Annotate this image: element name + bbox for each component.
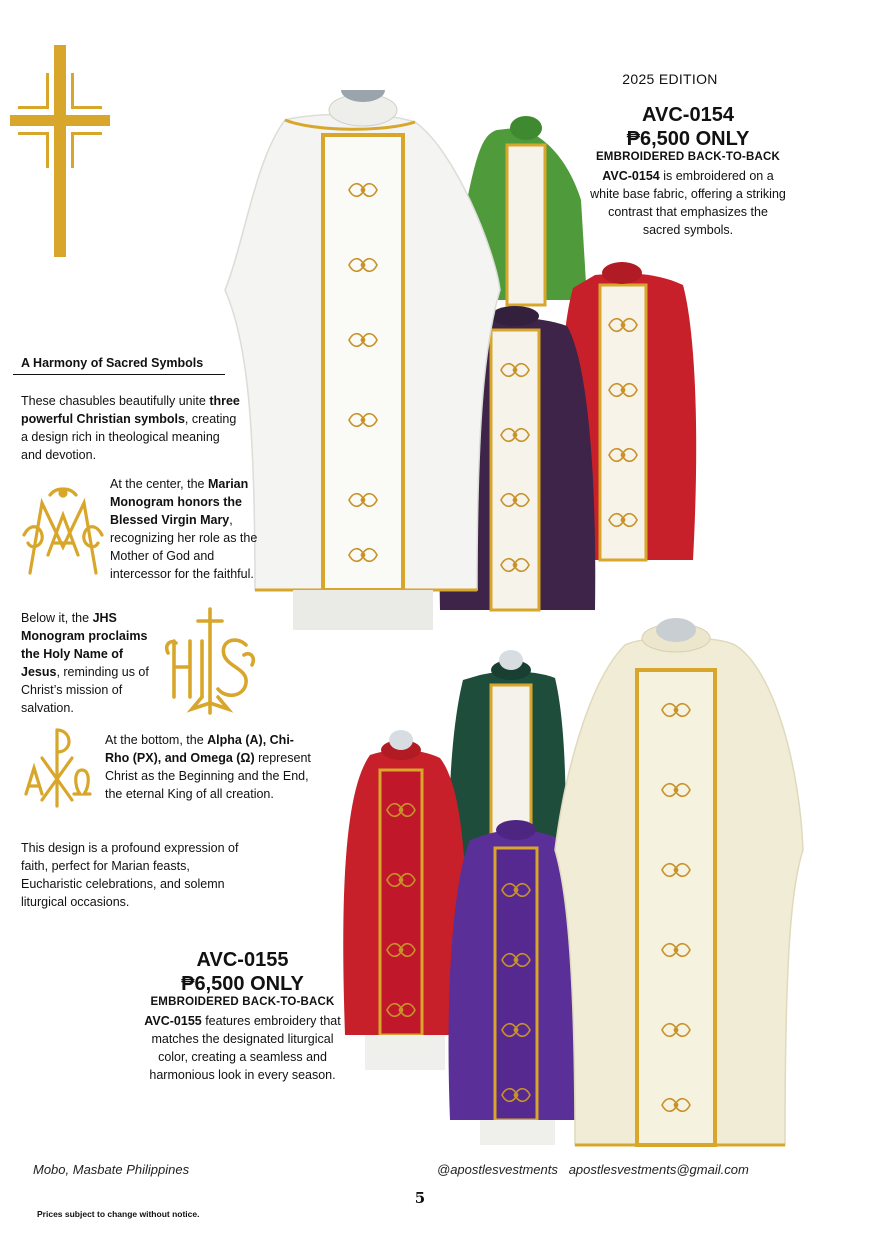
intro-paragraph xyxy=(21,392,241,464)
intro-text-a: These chasubles beautifully unite xyxy=(21,394,210,408)
product-description-text: features embroidery that matches the designated liturgical color, creating a seamless and harmonious look in every season. xyxy=(149,1014,341,1082)
closing-paragraph: This design is a profound expression of faith, perfect for Marian feasts, Eucharistic celebrations, and solemn liturgical occasions. xyxy=(21,841,239,909)
edition-label: 2025 EDITION xyxy=(622,71,718,87)
marian-monogram-icon xyxy=(20,485,106,581)
footer-location: Mobo, Masbate Philippines xyxy=(33,1162,190,1177)
gold-cross-icon xyxy=(10,45,110,257)
product-block-avc-0155 xyxy=(135,948,350,1084)
product-subtitle: EMBROIDERED BACK-TO-BACK xyxy=(595,151,781,163)
marian-paragraph xyxy=(110,475,265,583)
price-notice: Prices subject to change without notice. xyxy=(37,1209,200,1219)
product-price: ₱6,500 ONLY xyxy=(181,973,304,995)
jhs-text-c: , reminding us of Christ’s mission of salvation. xyxy=(21,665,149,715)
violet-chasuble xyxy=(449,820,579,1145)
product-code: AVC-0155 xyxy=(196,949,289,971)
section-heading: A Harmony of Sacred Symbols xyxy=(13,352,225,375)
product-description-text: is embroidered on a white base fabric, offering a striking contrast that emphasizes the sacred symbols. xyxy=(590,169,786,237)
product-subtitle: EMBROIDERED BACK-TO-BACK xyxy=(150,996,335,1008)
red-chasuble-2 xyxy=(343,730,466,1070)
alpha-chi-rho-omega-icon xyxy=(22,724,92,810)
jhs-paragraph xyxy=(21,609,161,717)
alpha-text-c: represent Christ as the Beginning and the End, the eternal King of all creation. xyxy=(105,751,311,801)
jhs-text-a: Below it, the xyxy=(21,611,93,625)
product-code: AVC-0154 xyxy=(642,104,734,126)
marian-text-a: At the center, the xyxy=(110,477,208,491)
jhs-monogram-icon xyxy=(162,605,258,717)
marian-text-c: , recognizing her role as the Mother of God and intercessor for the faithful. xyxy=(110,513,258,581)
footer-contact: @apostlesvestments apostlesvestments@gmail.com xyxy=(437,1162,749,1177)
alpha-text-bold: Alpha (A), Chi-Rho (PX), and Omega (Ω) xyxy=(105,733,294,765)
intro-text-bold: three powerful Christian symbols xyxy=(21,394,240,426)
product-description xyxy=(135,1012,350,1084)
alpha-omega-paragraph xyxy=(105,731,315,803)
product-description-code: AVC-0154 xyxy=(602,169,660,183)
marian-text-bold: Marian Monogram honors the Blessed Virgin Mary xyxy=(110,477,249,527)
product-description-code: AVC-0155 xyxy=(144,1014,202,1028)
cream-chasuble xyxy=(555,618,803,1145)
jhs-text-bold: JHS Monogram proclaims the Holy Name of Jesus xyxy=(21,611,148,679)
page-number: 5 xyxy=(414,1189,426,1207)
white-chasuble xyxy=(225,90,500,630)
product-price: ₱6,500 ONLY xyxy=(626,128,750,150)
intro-text-c: , creating a design rich in theological meaning and devotion. xyxy=(21,412,237,462)
alpha-text-a: At the bottom, the xyxy=(105,733,208,747)
